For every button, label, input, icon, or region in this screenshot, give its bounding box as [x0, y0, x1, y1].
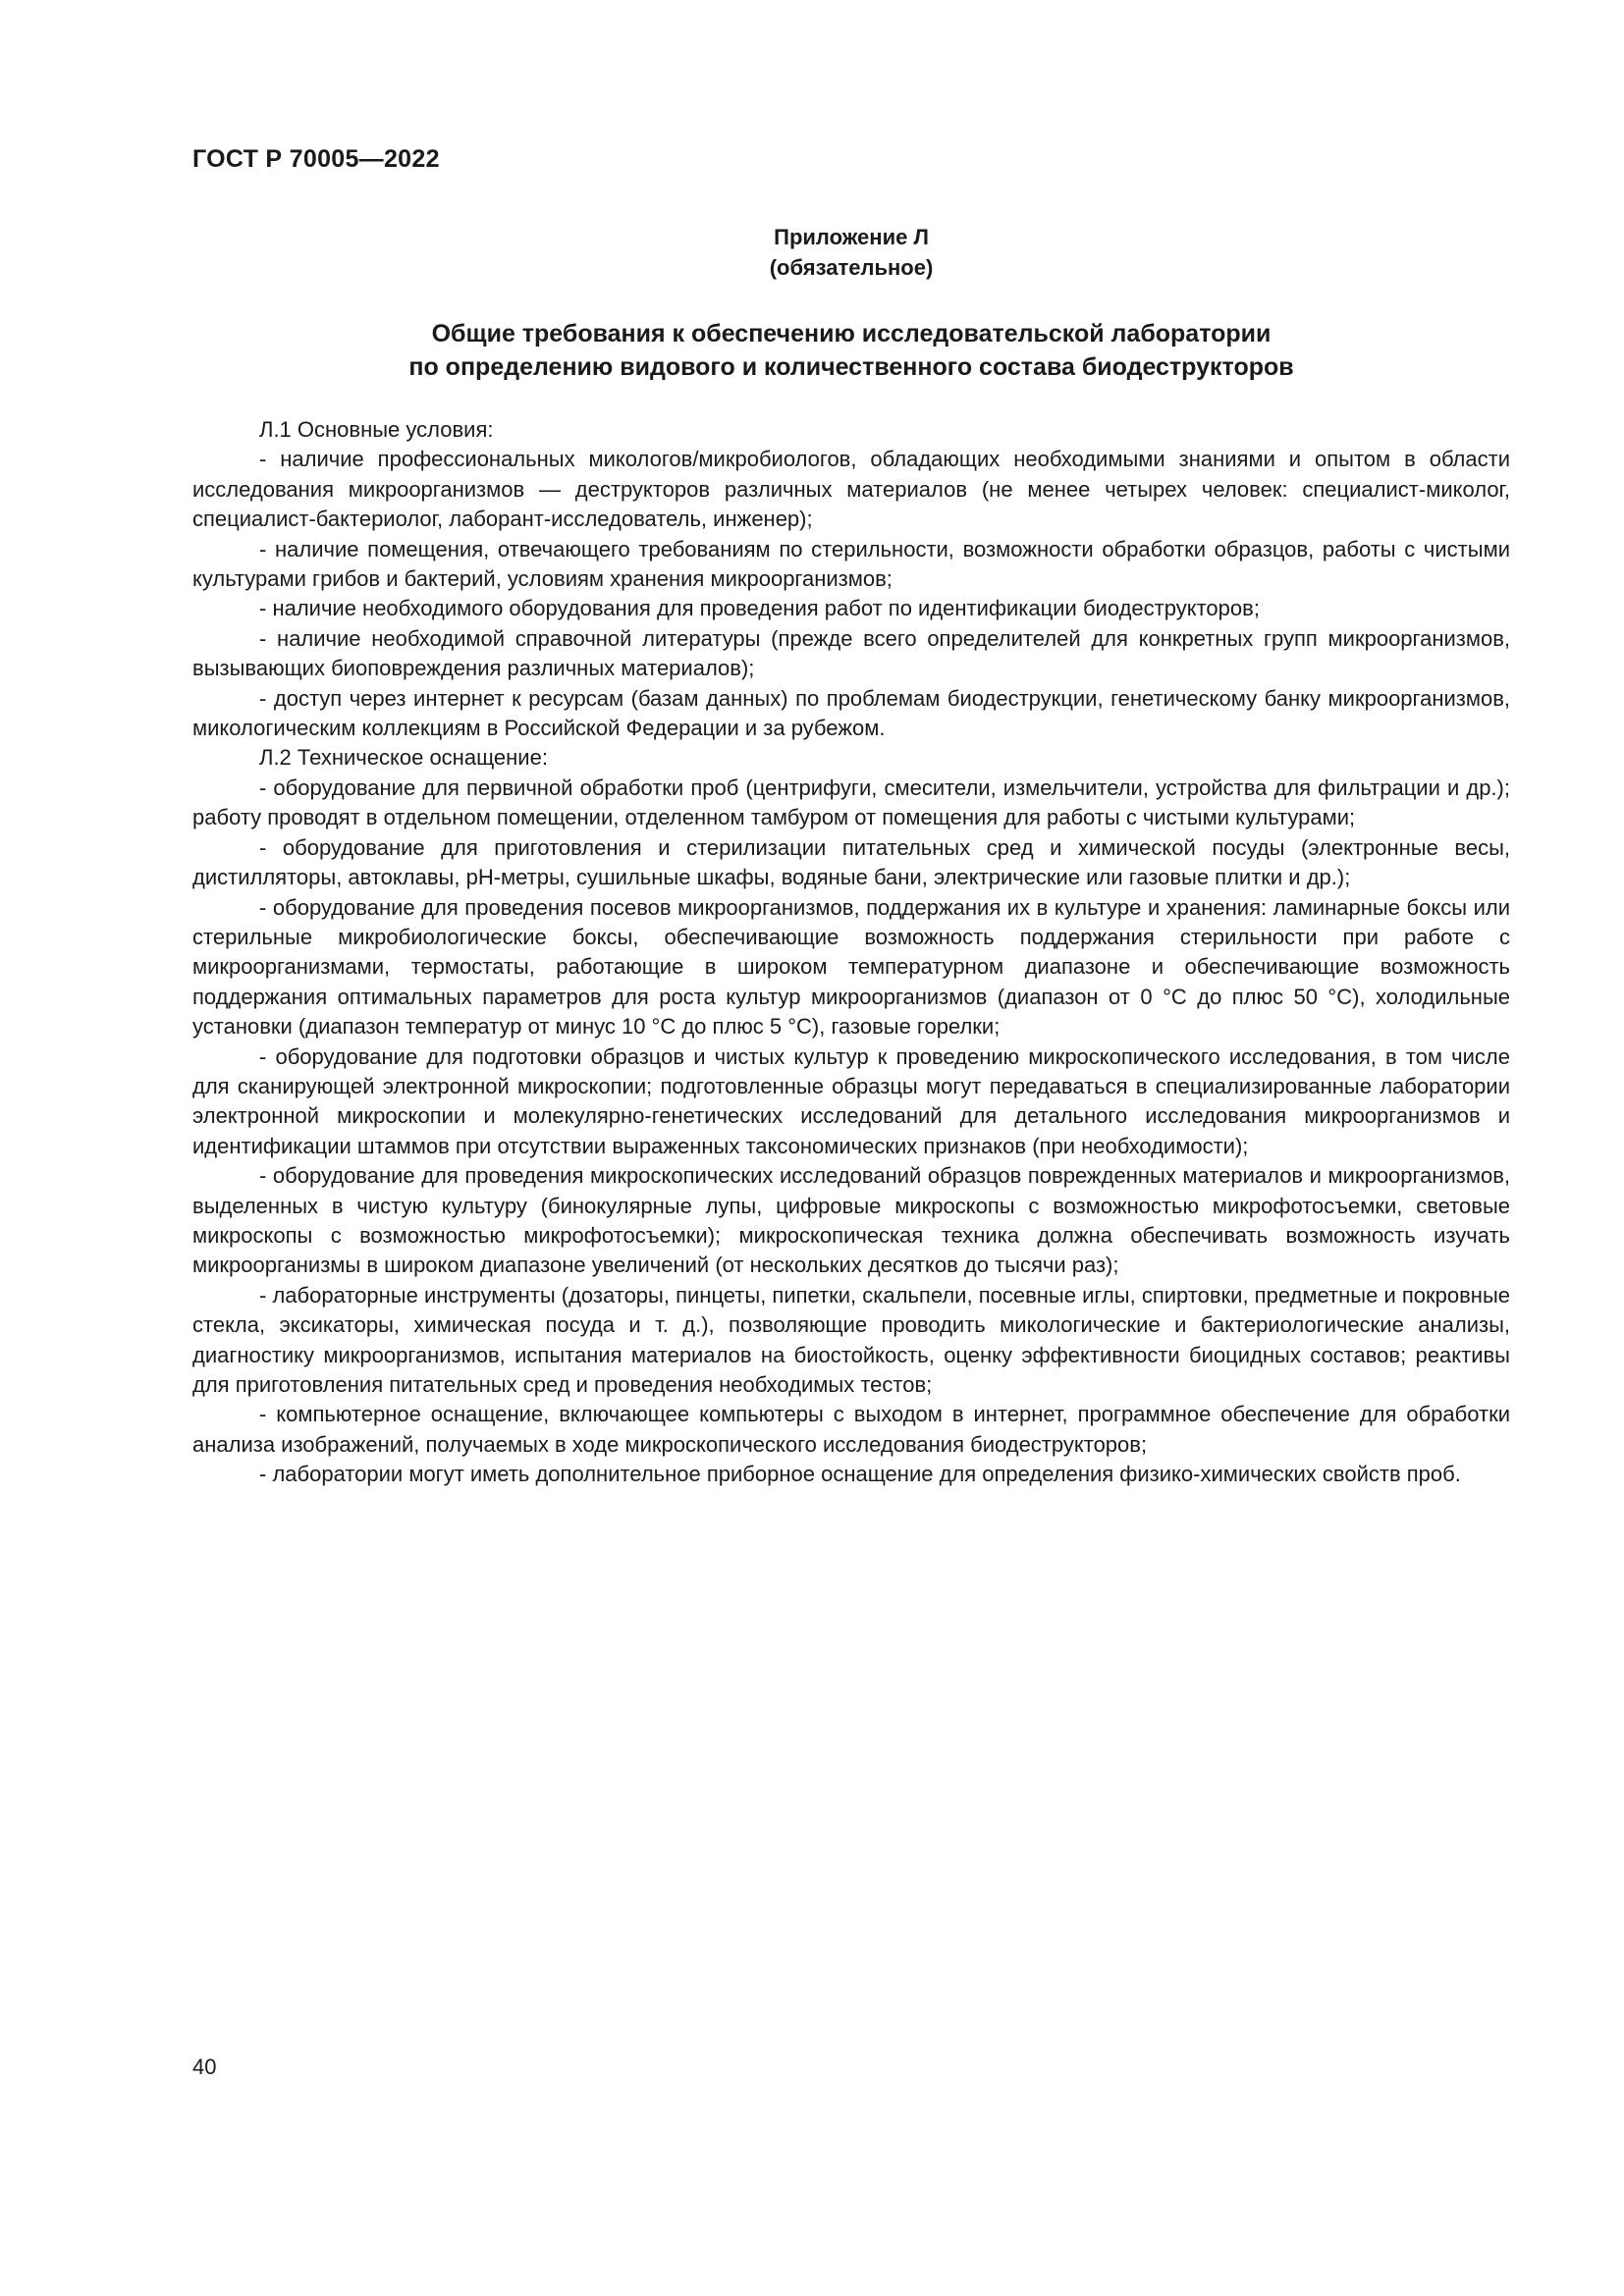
list-item: - лаборатории могут иметь дополнительное приборное оснащение для определения физико-химических свойств проб. — [259, 1462, 1461, 1487]
appendix-status: (обязательное) — [769, 255, 934, 280]
list-item: - наличие помещения, отвечающего требованиям по стерильности, возможности обработки образцов, работы с чистыми культурами грибов и бактерий, условиям хранения микроорганизмов; — [192, 536, 1510, 592]
list-item: - доступ через интернет к ресурсам (базам данных) по проблемам биодеструкции, генетическому банку микроорганизмов, микологическим коллекциям в Российской Федерации и за рубежом. — [192, 685, 1510, 741]
section-heading-l2: Л.2 Техническое оснащение: — [259, 745, 548, 771]
list-item: - лабораторные инструменты (дозаторы, пинцеты, пипетки, скальпели, посевные иглы, спиртовки, предметные и покровные стекла, эксикаторы, химическая посуда и т. д.), позволяющие проводить микологические и бактериологические анализы, диагностику микроорганизмов, испытания материалов на биостойкость, оценку эффективности биоцидных составов; реактивы для приготовления питательных сред и проведения необходимых тестов; — [192, 1282, 1510, 1397]
list-item: - компьютерное оснащение, включающее компьютеры с выходом в интернет, программное обеспечение для обработки анализа изображений, получаемых в ходе микроскопического исследования биодеструкторов; — [192, 1402, 1510, 1457]
appendix-title-line-1: Общие требования к обеспечению исследовательской лаборатории — [431, 320, 1272, 347]
list-item: - наличие профессиональных микологов/микробиологов, обладающих необходимыми знаниями и опытом в области исследования микроорганизмов — деструкторов различных материалов (не менее четырех человек: специалист-миколог, специалист-бактериолог, лаборант-исследователь, инженер); — [192, 447, 1510, 532]
section-heading-l1: Л.1 Основные условия: — [259, 417, 494, 442]
list-item: - оборудование для проведения посевов микроорганизмов, поддержания их в культуре и хранения: ламинарные боксы или стерильные микробиологические боксы, обеспечивающие возможность поддержания стерильности при работе с микроорганизмами, термостаты, работающие в широком температурном диапазоне и обеспечивающие возможность поддержания оптимальных параметров для роста культур микроорганизмов (диапазон от 0 °С до плюс 50 °С), холодильные установки (диапазон температур от минус 10 °С до плюс 5 °С), газовые горелки; — [192, 894, 1510, 1040]
list-item: - оборудование для проведения микроскопических исследований образцов поврежденных материалов и микроорганизмов, выделенных в чистую культуру (бинокулярные лупы, цифровые микроскопы с возможностью микрофотосъемки, световые микроскопы с возможностью микрофотосъемки); микроскопическая техника должна обеспечивать возможность изучать микроорганизмы в широком диапазоне увеличений (от нескольких десятков до тысячи раз); — [192, 1163, 1510, 1278]
document-code-header: ГОСТ Р 70005—2022 — [192, 145, 440, 173]
list-item: - наличие необходимой справочной литературы (прежде всего определителей для конкретных групп микроорганизмов, вызывающих биоповреждения различных материалов); — [192, 625, 1510, 681]
appendix-title-line-2: по определению видового и количественного состава биодеструкторов — [408, 353, 1294, 381]
list-item: - оборудование для приготовления и стерилизации питательных сред и химической посуды (электронные весы, дистилляторы, автоклавы, pH-метры, сушильные шкафы, водяные бани, электрические или газовые плитки и др.); — [192, 834, 1510, 890]
list-item: - оборудование для первичной обработки проб (центрифуги, смесители, измельчители, устройства для фильтрации и др.); работу проводят в отдельном помещении, отделенном тамбуром от помещения для работы с чистыми культурами; — [192, 774, 1510, 830]
list-item: - оборудование для подготовки образцов и чистых культур к проведению микроскопического исследования, в том числе для сканирующей электронной микроскопии; подготовленные образцы могут передаваться в специализированные лаборатории электронной микроскопии и молекулярно-генетических исследований для детального исследования микроорганизмов и идентификации штаммов при отсутствии выраженных таксономических признаков (при необходимости); — [192, 1043, 1510, 1158]
list-item: - наличие необходимого оборудования для проведения работ по идентификации биодеструкторов; — [259, 596, 1260, 621]
appendix-label-block — [192, 222, 1510, 283]
appendix-title — [192, 317, 1510, 384]
document-body — [192, 415, 1510, 1490]
page-number: 40 — [192, 2055, 217, 2079]
appendix-label: Приложение Л — [774, 225, 929, 249]
